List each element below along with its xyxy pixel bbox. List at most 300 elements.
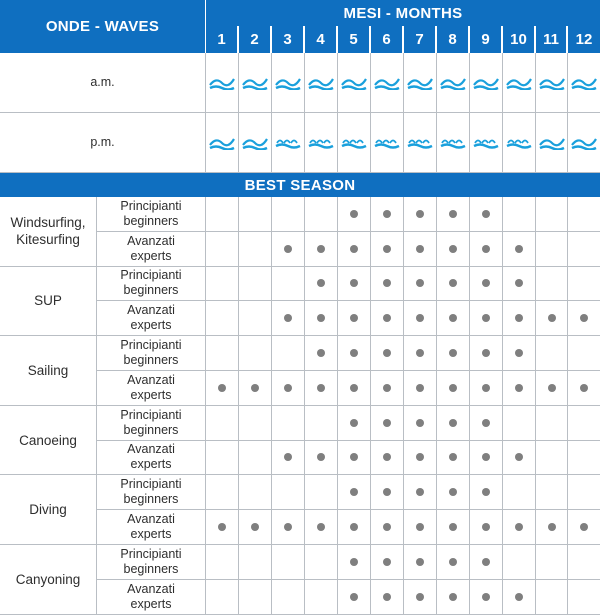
season-dot bbox=[482, 593, 490, 601]
season-cell bbox=[371, 510, 404, 545]
season-cell bbox=[437, 441, 470, 476]
season-cell bbox=[338, 336, 371, 371]
season-dot bbox=[416, 558, 424, 566]
season-dot bbox=[350, 523, 358, 531]
activity-name-line: Diving bbox=[29, 502, 67, 518]
season-dot bbox=[482, 419, 490, 427]
season-cell bbox=[404, 336, 437, 371]
season-cell bbox=[503, 371, 536, 406]
season-cell bbox=[305, 301, 338, 336]
season-cell bbox=[470, 301, 503, 336]
season-dot bbox=[251, 384, 259, 392]
season-cell bbox=[371, 267, 404, 302]
wave-low-icon bbox=[407, 76, 433, 90]
season-cell bbox=[206, 267, 239, 302]
month-header-9 bbox=[470, 26, 502, 53]
season-dot bbox=[515, 523, 523, 531]
season-cell bbox=[437, 267, 470, 302]
month-header-8 bbox=[437, 26, 469, 53]
season-dot bbox=[515, 593, 523, 601]
season-dot bbox=[383, 384, 391, 392]
level-label-line: experts bbox=[130, 318, 172, 333]
season-cell bbox=[338, 301, 371, 336]
level-label-line: Avanzati bbox=[127, 303, 175, 318]
wave-cell bbox=[404, 113, 437, 173]
season-cell bbox=[305, 510, 338, 545]
wave-low-icon bbox=[275, 76, 301, 90]
season-cell bbox=[305, 580, 338, 615]
season-cell bbox=[272, 301, 305, 336]
season-cell bbox=[404, 267, 437, 302]
season-cell bbox=[206, 197, 239, 232]
wave-cell bbox=[206, 53, 239, 113]
wave-cell bbox=[272, 113, 305, 173]
month-header-10 bbox=[503, 26, 535, 53]
season-cell bbox=[272, 232, 305, 267]
season-cell bbox=[404, 580, 437, 615]
season-dot bbox=[482, 349, 490, 357]
level-label-line: Principianti bbox=[120, 477, 182, 492]
season-dot bbox=[317, 384, 325, 392]
season-cell bbox=[503, 232, 536, 267]
season-dot bbox=[482, 488, 490, 496]
activity-name-line: Canoeing bbox=[19, 432, 77, 448]
season-cell bbox=[404, 441, 437, 476]
wave-cell bbox=[503, 53, 536, 113]
level-label-line: Principianti bbox=[120, 338, 182, 353]
season-cell bbox=[338, 510, 371, 545]
season-cell bbox=[305, 267, 338, 302]
level-label-experts bbox=[97, 441, 206, 476]
wave-low-icon bbox=[209, 136, 235, 150]
season-dot bbox=[383, 245, 391, 253]
wave-low-icon bbox=[539, 136, 565, 150]
season-dot bbox=[350, 419, 358, 427]
season-cell bbox=[503, 301, 536, 336]
season-cell bbox=[568, 232, 600, 267]
wave-low-icon bbox=[341, 76, 367, 90]
season-cell bbox=[371, 545, 404, 580]
wave-cell bbox=[404, 53, 437, 113]
season-cell bbox=[470, 545, 503, 580]
season-dot bbox=[383, 488, 391, 496]
season-cell bbox=[239, 371, 272, 406]
season-dot bbox=[383, 593, 391, 601]
wave-cell bbox=[568, 53, 600, 113]
wave-cell bbox=[437, 113, 470, 173]
season-dot bbox=[350, 279, 358, 287]
level-label-beginners bbox=[97, 267, 206, 302]
season-dot bbox=[284, 384, 292, 392]
season-dot bbox=[218, 384, 226, 392]
season-dot bbox=[416, 593, 424, 601]
month-number: 7 bbox=[415, 31, 424, 48]
season-cell bbox=[536, 475, 568, 510]
season-cell bbox=[338, 232, 371, 267]
season-cell bbox=[568, 197, 600, 232]
season-dot bbox=[350, 349, 358, 357]
season-cell bbox=[404, 301, 437, 336]
season-cell bbox=[206, 475, 239, 510]
season-dot bbox=[449, 384, 457, 392]
season-dot bbox=[449, 558, 457, 566]
season-cell bbox=[305, 475, 338, 510]
season-cell bbox=[206, 301, 239, 336]
wave-cell bbox=[239, 113, 272, 173]
month-number: 11 bbox=[543, 31, 559, 48]
wave-low-icon bbox=[506, 76, 532, 90]
level-label-line: Avanzati bbox=[127, 372, 175, 387]
season-dot bbox=[580, 314, 588, 322]
level-label-line: Principianti bbox=[120, 407, 182, 422]
season-dot bbox=[449, 314, 457, 322]
season-dot bbox=[449, 349, 457, 357]
season-cell bbox=[338, 267, 371, 302]
wave-high-icon bbox=[407, 136, 433, 150]
wave-high-icon bbox=[473, 136, 499, 150]
wave-cell bbox=[239, 53, 272, 113]
month-header-4 bbox=[305, 26, 337, 53]
wave-low-icon bbox=[374, 76, 400, 90]
month-header-2 bbox=[239, 26, 271, 53]
season-cell bbox=[272, 441, 305, 476]
season-cell bbox=[503, 197, 536, 232]
season-dot bbox=[548, 384, 556, 392]
wave-row-label bbox=[0, 113, 206, 173]
season-dot bbox=[416, 453, 424, 461]
season-cell bbox=[437, 301, 470, 336]
season-cell bbox=[272, 406, 305, 441]
season-cell bbox=[239, 197, 272, 232]
season-cell bbox=[437, 580, 470, 615]
season-cell bbox=[536, 510, 568, 545]
wave-high-icon bbox=[440, 136, 466, 150]
season-dot bbox=[449, 593, 457, 601]
season-dot bbox=[515, 245, 523, 253]
season-dot bbox=[317, 245, 325, 253]
season-dot bbox=[350, 384, 358, 392]
best-season-header: BEST SEASON bbox=[0, 173, 600, 197]
wave-low-icon bbox=[539, 76, 565, 90]
season-cell bbox=[404, 545, 437, 580]
wave-low-icon bbox=[473, 76, 499, 90]
wave-high-icon bbox=[275, 136, 301, 150]
season-cell bbox=[371, 336, 404, 371]
level-label-line: experts bbox=[130, 457, 172, 472]
month-number: 5 bbox=[349, 31, 358, 48]
month-number: 8 bbox=[448, 31, 457, 48]
season-dot bbox=[383, 210, 391, 218]
season-cell bbox=[239, 580, 272, 615]
season-cell bbox=[536, 197, 568, 232]
season-dot bbox=[449, 279, 457, 287]
season-cell bbox=[239, 441, 272, 476]
season-dot bbox=[416, 523, 424, 531]
activity-name-line: SUP bbox=[34, 293, 62, 309]
season-cell bbox=[470, 406, 503, 441]
season-cell bbox=[404, 371, 437, 406]
season-cell bbox=[272, 545, 305, 580]
season-cell bbox=[206, 336, 239, 371]
season-cell bbox=[206, 406, 239, 441]
season-cell bbox=[206, 545, 239, 580]
season-cell bbox=[503, 267, 536, 302]
season-dot bbox=[350, 453, 358, 461]
season-dot bbox=[383, 279, 391, 287]
season-cell bbox=[470, 510, 503, 545]
activity-name-line: Kitesurfing bbox=[16, 232, 80, 248]
season-cell bbox=[371, 441, 404, 476]
months-header: MESI - MONTHS bbox=[206, 0, 600, 26]
season-cell bbox=[404, 197, 437, 232]
wave-cell bbox=[272, 53, 305, 113]
month-header-12 bbox=[568, 26, 600, 53]
season-cell bbox=[239, 336, 272, 371]
activity-name-line: Windsurfing, bbox=[10, 215, 86, 231]
season-cell bbox=[437, 475, 470, 510]
wave-cell bbox=[206, 113, 239, 173]
season-dot bbox=[251, 523, 259, 531]
season-dot bbox=[416, 245, 424, 253]
season-dot bbox=[350, 488, 358, 496]
level-label-beginners bbox=[97, 545, 206, 580]
level-label-line: Principianti bbox=[120, 198, 182, 213]
season-cell bbox=[239, 545, 272, 580]
season-dot bbox=[482, 523, 490, 531]
season-cell bbox=[338, 441, 371, 476]
season-dot bbox=[449, 210, 457, 218]
wave-cell bbox=[371, 53, 404, 113]
month-header-7 bbox=[404, 26, 436, 53]
season-cell bbox=[568, 267, 600, 302]
month-number: 4 bbox=[316, 31, 325, 48]
level-label-experts bbox=[97, 232, 206, 267]
level-label-line: beginners bbox=[123, 492, 179, 507]
season-cell bbox=[437, 197, 470, 232]
wave-low-icon bbox=[440, 76, 466, 90]
season-cell bbox=[568, 545, 600, 580]
wave-low-icon bbox=[209, 76, 235, 90]
season-dot bbox=[317, 523, 325, 531]
level-label-line: Principianti bbox=[120, 546, 182, 561]
season-dot bbox=[482, 453, 490, 461]
season-cell bbox=[536, 371, 568, 406]
season-cell bbox=[470, 197, 503, 232]
season-dot bbox=[284, 453, 292, 461]
activity-name bbox=[0, 475, 97, 545]
activity-name bbox=[0, 267, 97, 337]
level-label-line: beginners bbox=[123, 283, 179, 298]
level-label-beginners bbox=[97, 336, 206, 371]
season-cell bbox=[371, 580, 404, 615]
season-cell bbox=[437, 545, 470, 580]
season-cell bbox=[536, 406, 568, 441]
season-cell bbox=[503, 441, 536, 476]
season-cell bbox=[206, 580, 239, 615]
month-header-5 bbox=[338, 26, 370, 53]
level-label-beginners bbox=[97, 197, 206, 232]
season-cell bbox=[338, 545, 371, 580]
season-cell bbox=[272, 580, 305, 615]
season-cell bbox=[470, 475, 503, 510]
wave-cell bbox=[568, 113, 600, 173]
season-cell bbox=[568, 580, 600, 615]
season-dot bbox=[317, 349, 325, 357]
season-cell bbox=[239, 510, 272, 545]
season-dot bbox=[482, 279, 490, 287]
season-cell bbox=[239, 406, 272, 441]
season-dot bbox=[317, 279, 325, 287]
season-cell bbox=[239, 232, 272, 267]
season-dot bbox=[350, 593, 358, 601]
wave-cell bbox=[470, 113, 503, 173]
season-cell bbox=[470, 441, 503, 476]
season-cell bbox=[536, 232, 568, 267]
activity-name-line: Sailing bbox=[27, 362, 69, 378]
season-cell bbox=[305, 336, 338, 371]
season-cell bbox=[568, 475, 600, 510]
season-cell bbox=[272, 371, 305, 406]
season-cell bbox=[503, 580, 536, 615]
level-label-line: beginners bbox=[123, 353, 179, 368]
season-cell bbox=[371, 301, 404, 336]
season-cell bbox=[437, 336, 470, 371]
season-dot bbox=[515, 453, 523, 461]
season-dot bbox=[449, 523, 457, 531]
wave-cell bbox=[305, 113, 338, 173]
season-cell bbox=[404, 475, 437, 510]
season-cell bbox=[338, 371, 371, 406]
season-dot bbox=[218, 523, 226, 531]
wave-cell bbox=[371, 113, 404, 173]
season-cell bbox=[305, 441, 338, 476]
season-cell bbox=[206, 510, 239, 545]
season-dot bbox=[515, 279, 523, 287]
season-cell bbox=[568, 336, 600, 371]
month-number: 12 bbox=[575, 31, 593, 48]
month-number: 2 bbox=[250, 31, 259, 48]
season-dot bbox=[449, 245, 457, 253]
activity-name bbox=[0, 406, 97, 476]
season-dot bbox=[416, 419, 424, 427]
season-dot bbox=[548, 523, 556, 531]
wave-cell bbox=[503, 113, 536, 173]
wave-cell bbox=[305, 53, 338, 113]
season-cell bbox=[206, 441, 239, 476]
season-cell bbox=[437, 510, 470, 545]
season-cell bbox=[503, 545, 536, 580]
season-dot bbox=[383, 523, 391, 531]
season-cell bbox=[568, 371, 600, 406]
level-label-line: experts bbox=[130, 596, 172, 611]
season-dot bbox=[383, 349, 391, 357]
wave-low-icon bbox=[242, 76, 268, 90]
season-dot bbox=[350, 210, 358, 218]
level-label-line: Avanzati bbox=[127, 442, 175, 457]
wave-cell bbox=[536, 53, 568, 113]
season-dot bbox=[580, 384, 588, 392]
season-cell bbox=[371, 232, 404, 267]
wave-time-label: a.m. bbox=[90, 75, 115, 89]
season-cell bbox=[239, 475, 272, 510]
month-header-11 bbox=[536, 26, 567, 53]
season-dot bbox=[416, 314, 424, 322]
season-cell bbox=[503, 336, 536, 371]
season-cell bbox=[272, 475, 305, 510]
season-dot bbox=[580, 523, 588, 531]
waves-header: ONDE - WAVES bbox=[0, 0, 205, 53]
season-cell bbox=[239, 301, 272, 336]
level-label-line: beginners bbox=[123, 213, 179, 228]
season-cell bbox=[272, 510, 305, 545]
season-cell bbox=[536, 441, 568, 476]
level-label-beginners bbox=[97, 406, 206, 441]
activity-name-line: Canyoning bbox=[15, 571, 81, 587]
wave-cell bbox=[437, 53, 470, 113]
season-dot bbox=[482, 210, 490, 218]
month-number: 3 bbox=[283, 31, 292, 48]
level-label-line: beginners bbox=[123, 422, 179, 437]
wave-row-label bbox=[0, 53, 206, 113]
level-label-line: experts bbox=[130, 248, 172, 263]
level-label-line: Avanzati bbox=[127, 233, 175, 248]
month-header-6 bbox=[371, 26, 403, 53]
wave-cell bbox=[338, 113, 371, 173]
season-cell bbox=[371, 475, 404, 510]
level-label-beginners bbox=[97, 475, 206, 510]
season-dot bbox=[383, 314, 391, 322]
season-dot bbox=[317, 314, 325, 322]
season-cell bbox=[503, 406, 536, 441]
month-number: 9 bbox=[481, 31, 490, 48]
season-cell bbox=[206, 232, 239, 267]
season-dot bbox=[482, 558, 490, 566]
season-dot bbox=[350, 558, 358, 566]
activity-name bbox=[0, 545, 97, 615]
season-dot bbox=[383, 453, 391, 461]
level-label-line: experts bbox=[130, 387, 172, 402]
season-dot bbox=[284, 245, 292, 253]
month-number: 10 bbox=[510, 31, 527, 48]
season-dot bbox=[449, 453, 457, 461]
season-cell bbox=[338, 475, 371, 510]
season-dot bbox=[416, 349, 424, 357]
wave-low-icon bbox=[571, 76, 597, 90]
season-cell bbox=[536, 580, 568, 615]
season-dot bbox=[515, 384, 523, 392]
season-cell bbox=[305, 545, 338, 580]
season-cell bbox=[503, 475, 536, 510]
season-cell bbox=[437, 371, 470, 406]
season-dot bbox=[383, 558, 391, 566]
season-cell bbox=[206, 371, 239, 406]
season-dot bbox=[515, 314, 523, 322]
season-cell bbox=[503, 510, 536, 545]
season-cell bbox=[272, 267, 305, 302]
season-cell bbox=[272, 336, 305, 371]
season-dot bbox=[416, 210, 424, 218]
level-label-experts bbox=[97, 580, 206, 615]
season-dot bbox=[515, 349, 523, 357]
month-number: 1 bbox=[217, 31, 226, 48]
season-cell bbox=[470, 336, 503, 371]
season-dot bbox=[449, 419, 457, 427]
wave-cell bbox=[338, 53, 371, 113]
season-cell bbox=[239, 267, 272, 302]
wave-high-icon bbox=[506, 136, 532, 150]
level-label-line: Principianti bbox=[120, 268, 182, 283]
season-cell bbox=[536, 336, 568, 371]
